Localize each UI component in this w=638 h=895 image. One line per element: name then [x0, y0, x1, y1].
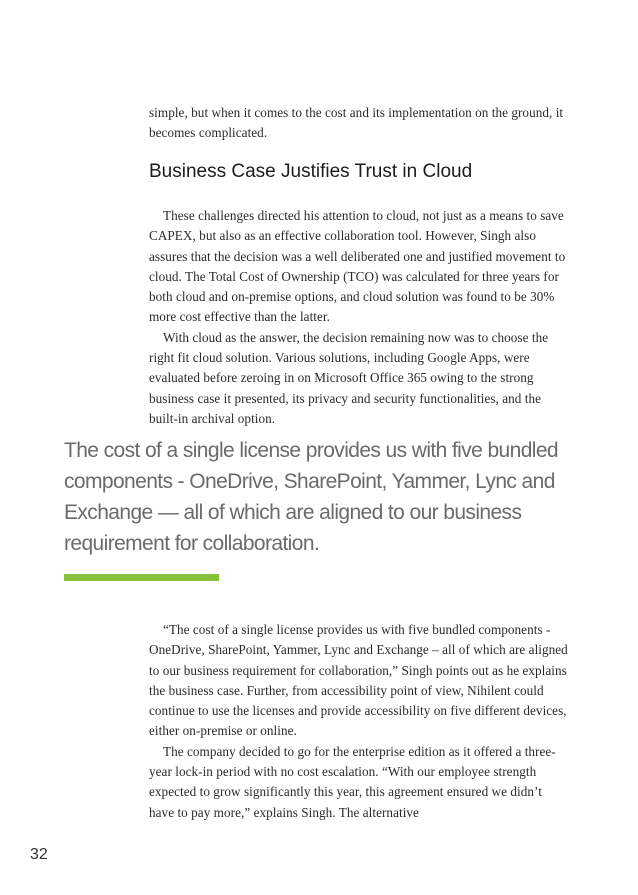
section2-paragraph-2: The company decided to go for the enterprise edition as it offered a three-year lock-in period with no cost escalation. “With our employee strength expected to grow significantly this year, this agreement ensured we didn’t have to pay more,” explains Singh. The alternative: [149, 743, 556, 820]
section1-paragraph-1: These challenges directed his attention to cloud, not just as a means to save CAPEX, but also as an effective collaboration tool. However, Singh also assures that the decision was a well deliberated one and justified movement to cloud. The Total Cost of Ownership (TCO) was calculated for three years for both cloud and on-premise options, and cloud solution was found to be 30% more cost effective than the latter.: [149, 208, 566, 325]
section2-paragraph-1: “The cost of a single license provides us with five bundled components - OneDrive, SharePoint, Yammer, Lync and Exchange – all of which are aligned to our business requirement for collaboration,” Singh points out as he explains the business case. Further, from accessibility point of view, Nihilent could continue to use the licenses and provide accessibility on five different devices, either on-premise or online.: [149, 622, 568, 739]
intro-paragraph: simple, but when it comes to the cost and its implementation on the ground, it becomes complicated.: [149, 105, 564, 141]
accent-bar: [64, 574, 219, 581]
section2-body: [149, 620, 569, 823]
pull-quote: The cost of a single license provides us with five bundled components - OneDrive, SharePoint, Yammer, Lync and Exchange — all of which are aligned to our business requirement for collaboration.: [64, 439, 558, 555]
section-heading: Business Case Justifies Trust in Cloud: [149, 161, 473, 182]
page-number: 32: [30, 846, 48, 863]
section1-body: [149, 206, 569, 429]
section1-paragraph-2: With cloud as the answer, the decision remaining now was to choose the right fit cloud solution. Various solutions, including Google Apps, were evaluated before zeroing in on Microsoft Office 365 owing to the strong business case it presented, its privacy and security functionalities, and the built-in archival option.: [149, 329, 549, 426]
intro-text: [149, 103, 569, 144]
